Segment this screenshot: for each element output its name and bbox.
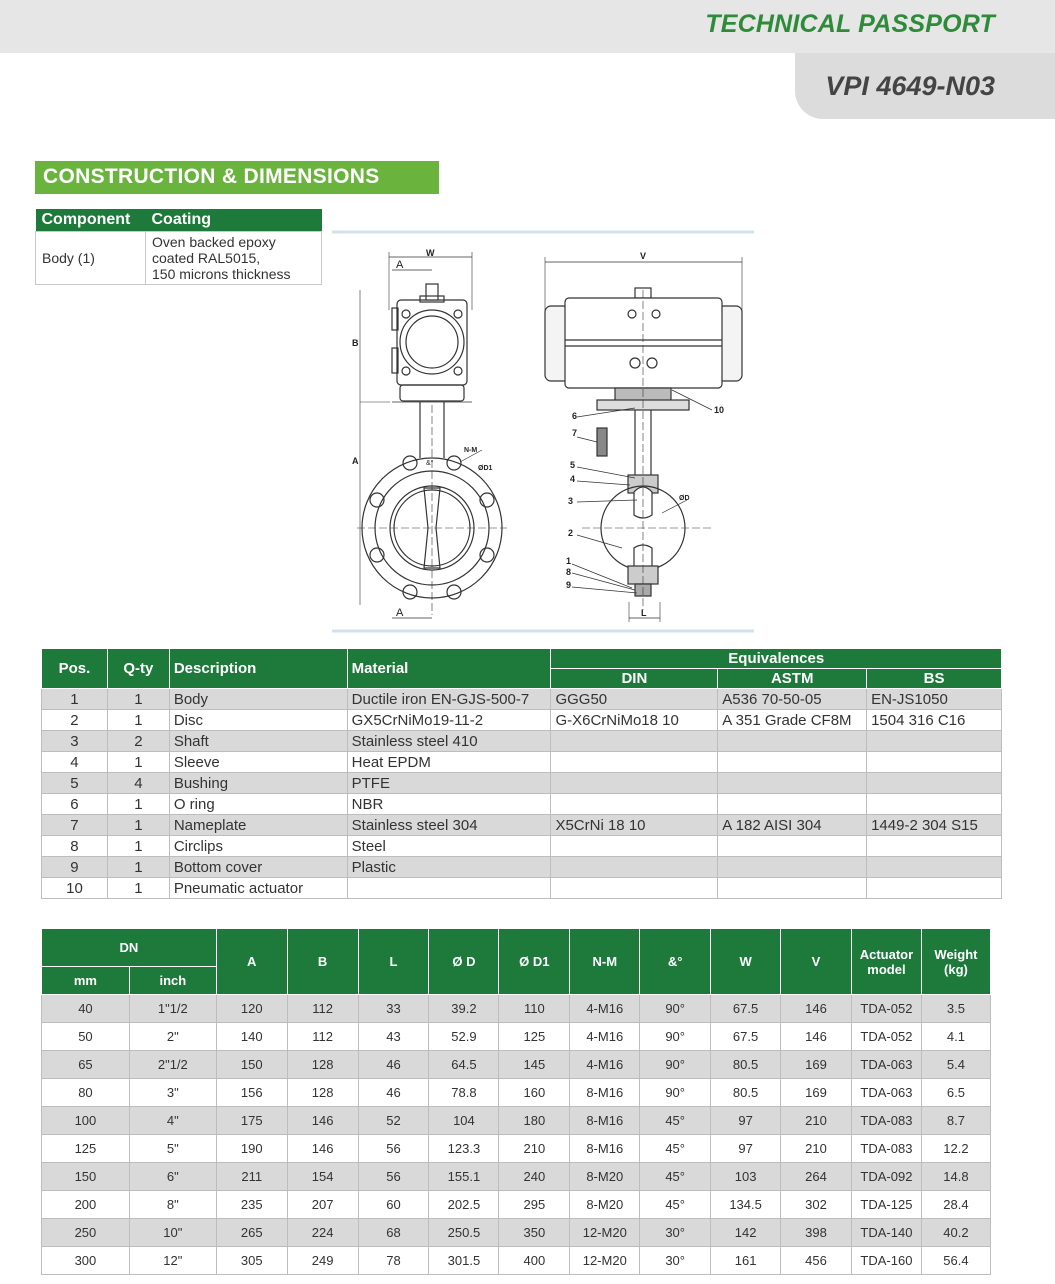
parts-header-din: DIN	[551, 669, 718, 689]
label-a-top: A	[396, 259, 404, 271]
dims-cell-mm: 125	[42, 1135, 130, 1163]
parts-cell-material: Stainless steel 304	[347, 815, 551, 836]
parts-row	[42, 857, 1002, 878]
parts-header-pos: Pos.	[42, 649, 108, 689]
label-a: A	[352, 456, 359, 466]
parts-cell-description: Bottom cover	[169, 857, 347, 878]
parts-cell-astm	[718, 857, 867, 878]
dims-cell-angle: 45°	[640, 1135, 711, 1163]
dims-cell-d1: 240	[499, 1163, 570, 1191]
dims-cell-nm: 4-M16	[570, 995, 640, 1023]
parts-cell-material: PTFE	[347, 773, 551, 794]
dims-cell-weight: 12.2	[921, 1135, 990, 1163]
dims-cell-d1: 145	[499, 1051, 570, 1079]
dims-cell-w: 67.5	[711, 995, 781, 1023]
dims-cell-weight: 6.5	[921, 1079, 990, 1107]
dims-header-nm: N-M	[570, 929, 640, 995]
parts-cell-din	[551, 878, 718, 899]
parts-cell-description: Disc	[169, 710, 347, 731]
parts-row	[42, 815, 1002, 836]
dims-cell-weight: 3.5	[921, 995, 990, 1023]
dims-cell-actuator: TDA-083	[851, 1107, 921, 1135]
dims-header-d: Ø D	[429, 929, 499, 995]
parts-cell-description: Bushing	[169, 773, 347, 794]
parts-cell-description: Body	[169, 689, 347, 710]
coating-component: Body (1)	[36, 232, 146, 285]
dims-cell-d1: 110	[499, 995, 570, 1023]
dims-cell-mm: 40	[42, 995, 130, 1023]
callout-2: 2	[568, 528, 574, 538]
header-bar	[0, 0, 1055, 53]
callout-1: 1	[566, 556, 572, 566]
parts-cell-qty: 1	[107, 710, 169, 731]
dims-cell-b: 224	[287, 1219, 358, 1247]
parts-cell-pos: 10	[42, 878, 108, 899]
parts-cell-din	[551, 773, 718, 794]
parts-cell-din	[551, 836, 718, 857]
parts-cell-din	[551, 857, 718, 878]
dims-cell-d1: 180	[499, 1107, 570, 1135]
callout-4: 4	[570, 474, 576, 484]
dims-cell-actuator: TDA-092	[851, 1163, 921, 1191]
dims-cell-nm: 8-M16	[570, 1135, 640, 1163]
dims-cell-b: 146	[287, 1107, 358, 1135]
dims-cell-inch: 2"1/2	[129, 1051, 216, 1079]
dims-header-l: L	[358, 929, 429, 995]
dims-cell-b: 128	[287, 1079, 358, 1107]
parts-cell-astm	[718, 794, 867, 815]
dims-cell-l: 68	[358, 1219, 429, 1247]
parts-cell-qty: 1	[107, 689, 169, 710]
parts-cell-astm	[718, 773, 867, 794]
dims-cell-l: 52	[358, 1107, 429, 1135]
dims-row	[42, 1219, 991, 1247]
dims-cell-angle: 30°	[640, 1247, 711, 1275]
dims-cell-w: 97	[711, 1135, 781, 1163]
dims-cell-nm: 4-M16	[570, 1051, 640, 1079]
coating-header-component: Component	[36, 209, 146, 232]
parts-cell-material: Steel	[347, 836, 551, 857]
dims-cell-mm: 80	[42, 1079, 130, 1107]
parts-table	[41, 648, 1002, 899]
dims-cell-b: 207	[287, 1191, 358, 1219]
parts-cell-astm: A 182 AISI 304	[718, 815, 867, 836]
dims-cell-weight: 14.8	[921, 1163, 990, 1191]
parts-header-equivalences: Equivalences	[551, 649, 1002, 669]
parts-header-description: Description	[169, 649, 347, 689]
label-v: V	[640, 251, 647, 261]
dims-header-a: A	[216, 929, 287, 995]
label-d: ØD	[679, 495, 690, 502]
parts-cell-bs	[867, 794, 1002, 815]
dims-cell-d: 78.8	[429, 1079, 499, 1107]
dims-header-v: V	[781, 929, 852, 995]
dims-cell-w: 142	[711, 1219, 781, 1247]
dims-cell-weight: 28.4	[921, 1191, 990, 1219]
dims-cell-v: 146	[781, 1023, 852, 1051]
dims-cell-nm: 12-M20	[570, 1219, 640, 1247]
parts-row	[42, 710, 1002, 731]
dims-cell-mm: 100	[42, 1107, 130, 1135]
parts-cell-description: O ring	[169, 794, 347, 815]
dims-cell-actuator: TDA-160	[851, 1247, 921, 1275]
callout-5: 5	[570, 460, 576, 470]
dims-cell-w: 103	[711, 1163, 781, 1191]
dims-cell-inch: 6"	[129, 1163, 216, 1191]
dims-cell-weight: 40.2	[921, 1219, 990, 1247]
dims-cell-v: 169	[781, 1079, 852, 1107]
front-view	[357, 252, 507, 618]
dims-cell-w: 161	[711, 1247, 781, 1275]
callout-9: 9	[566, 580, 572, 590]
coating-row	[36, 232, 322, 285]
parts-cell-bs	[867, 773, 1002, 794]
dims-cell-w: 134.5	[711, 1191, 781, 1219]
dims-header-inch: inch	[129, 967, 216, 995]
parts-cell-din	[551, 731, 718, 752]
dims-cell-v: 398	[781, 1219, 852, 1247]
dims-cell-d: 123.3	[429, 1135, 499, 1163]
dims-cell-d1: 210	[499, 1135, 570, 1163]
parts-cell-pos: 7	[42, 815, 108, 836]
dims-cell-d: 202.5	[429, 1191, 499, 1219]
dims-cell-w: 80.5	[711, 1079, 781, 1107]
parts-cell-pos: 2	[42, 710, 108, 731]
section-title: CONSTRUCTION & DIMENSIONS	[35, 161, 439, 194]
dims-cell-l: 56	[358, 1135, 429, 1163]
parts-cell-bs: EN-JS1050	[867, 689, 1002, 710]
dims-row	[42, 1051, 991, 1079]
dims-cell-weight: 8.7	[921, 1107, 990, 1135]
dims-cell-b: 146	[287, 1135, 358, 1163]
dims-cell-d: 301.5	[429, 1247, 499, 1275]
parts-cell-astm: A 351 Grade CF8M	[718, 710, 867, 731]
dims-cell-mm: 50	[42, 1023, 130, 1051]
parts-cell-bs	[867, 836, 1002, 857]
dims-cell-angle: 90°	[640, 1051, 711, 1079]
label-nm: N-M	[464, 447, 478, 454]
parts-cell-astm	[718, 752, 867, 773]
dims-cell-d1: 350	[499, 1219, 570, 1247]
parts-cell-qty: 1	[107, 794, 169, 815]
dimensions-table	[41, 928, 991, 1275]
dims-cell-d1: 400	[499, 1247, 570, 1275]
dims-cell-mm: 150	[42, 1163, 130, 1191]
parts-cell-qty: 1	[107, 815, 169, 836]
dims-cell-weight: 4.1	[921, 1023, 990, 1051]
label-angle: &°	[426, 460, 434, 467]
parts-cell-qty: 1	[107, 752, 169, 773]
parts-cell-material	[347, 878, 551, 899]
parts-cell-pos: 3	[42, 731, 108, 752]
dims-cell-nm: 8-M20	[570, 1163, 640, 1191]
callout-10: 10	[714, 405, 725, 415]
parts-cell-pos: 8	[42, 836, 108, 857]
parts-cell-material: Stainless steel 410	[347, 731, 551, 752]
dims-cell-mm: 250	[42, 1219, 130, 1247]
side-view	[545, 257, 742, 622]
dims-row	[42, 1247, 991, 1275]
dims-cell-v: 146	[781, 995, 852, 1023]
dims-cell-b: 128	[287, 1051, 358, 1079]
parts-cell-din	[551, 752, 718, 773]
dims-cell-nm: 8-M20	[570, 1191, 640, 1219]
dims-cell-a: 265	[216, 1219, 287, 1247]
doc-code-tab	[795, 53, 1055, 119]
dims-cell-mm: 300	[42, 1247, 130, 1275]
parts-cell-astm	[718, 836, 867, 857]
doc-code: VPI 4649-N03	[825, 71, 995, 101]
parts-cell-bs: 1449-2 304 S15	[867, 815, 1002, 836]
coating-value	[146, 232, 322, 285]
dims-cell-b: 154	[287, 1163, 358, 1191]
dims-cell-d: 64.5	[429, 1051, 499, 1079]
parts-cell-bs	[867, 878, 1002, 899]
parts-cell-astm: A536 70-50-05	[718, 689, 867, 710]
dims-header-d1: Ø D1	[499, 929, 570, 995]
dims-header-b: B	[287, 929, 358, 995]
parts-cell-description: Circlips	[169, 836, 347, 857]
dims-cell-v: 210	[781, 1107, 852, 1135]
dims-header-dn: DN	[42, 929, 217, 967]
dims-cell-a: 190	[216, 1135, 287, 1163]
coating-line: coated RAL5015,	[152, 250, 261, 266]
parts-cell-pos: 5	[42, 773, 108, 794]
parts-cell-bs	[867, 857, 1002, 878]
dims-cell-l: 43	[358, 1023, 429, 1051]
dims-cell-inch: 4"	[129, 1107, 216, 1135]
dims-cell-v: 456	[781, 1247, 852, 1275]
parts-cell-pos: 1	[42, 689, 108, 710]
label-l: L	[641, 608, 647, 618]
dims-row	[42, 1079, 991, 1107]
dims-cell-d: 155.1	[429, 1163, 499, 1191]
dims-cell-l: 46	[358, 1051, 429, 1079]
parts-row	[42, 773, 1002, 794]
parts-row	[42, 836, 1002, 857]
dims-cell-a: 305	[216, 1247, 287, 1275]
dims-cell-inch: 5"	[129, 1135, 216, 1163]
parts-cell-material: Ductile iron EN-GJS-500-7	[347, 689, 551, 710]
parts-cell-material: Heat EPDM	[347, 752, 551, 773]
dims-cell-nm: 8-M16	[570, 1107, 640, 1135]
dims-cell-a: 120	[216, 995, 287, 1023]
dims-row	[42, 995, 991, 1023]
parts-cell-description: Shaft	[169, 731, 347, 752]
dims-cell-angle: 45°	[640, 1163, 711, 1191]
dims-cell-angle: 45°	[640, 1107, 711, 1135]
dims-cell-angle: 45°	[640, 1191, 711, 1219]
parts-header-astm: ASTM	[718, 669, 867, 689]
dims-header-actuator: Actuator model	[851, 929, 921, 995]
dims-cell-d1: 295	[499, 1191, 570, 1219]
parts-cell-bs	[867, 731, 1002, 752]
dims-cell-inch: 2"	[129, 1023, 216, 1051]
dims-cell-l: 46	[358, 1079, 429, 1107]
dims-cell-b: 112	[287, 995, 358, 1023]
dims-cell-d: 250.5	[429, 1219, 499, 1247]
dims-cell-a: 156	[216, 1079, 287, 1107]
dims-cell-actuator: TDA-125	[851, 1191, 921, 1219]
coating-header-coating: Coating	[146, 209, 322, 232]
coating-table	[35, 209, 322, 285]
label-w: W	[426, 248, 435, 258]
parts-cell-qty: 1	[107, 878, 169, 899]
parts-cell-pos: 6	[42, 794, 108, 815]
dims-cell-inch: 8"	[129, 1191, 216, 1219]
dims-cell-angle: 90°	[640, 995, 711, 1023]
dims-header-angle: &°	[640, 929, 711, 995]
parts-cell-description: Pneumatic actuator	[169, 878, 347, 899]
parts-header-bs: BS	[867, 669, 1002, 689]
coating-line: Oven backed epoxy	[152, 234, 276, 250]
callout-6: 6	[572, 411, 578, 421]
dims-cell-v: 210	[781, 1135, 852, 1163]
dims-cell-v: 264	[781, 1163, 852, 1191]
dims-cell-nm: 12-M20	[570, 1247, 640, 1275]
dims-cell-a: 211	[216, 1163, 287, 1191]
parts-cell-qty: 1	[107, 857, 169, 878]
dims-row	[42, 1135, 991, 1163]
parts-cell-din: GGG50	[551, 689, 718, 710]
dims-cell-a: 235	[216, 1191, 287, 1219]
callout-7: 7	[572, 428, 578, 438]
dims-cell-angle: 90°	[640, 1023, 711, 1051]
dims-cell-d1: 160	[499, 1079, 570, 1107]
parts-cell-pos: 4	[42, 752, 108, 773]
dims-cell-inch: 12"	[129, 1247, 216, 1275]
dims-cell-d: 39.2	[429, 995, 499, 1023]
parts-cell-astm	[718, 731, 867, 752]
label-d1: ØD1	[478, 465, 493, 472]
document-title: TECHNICAL PASSPORT	[705, 10, 995, 38]
dims-cell-w: 97	[711, 1107, 781, 1135]
parts-cell-description: Sleeve	[169, 752, 347, 773]
dims-cell-mm: 65	[42, 1051, 130, 1079]
dims-cell-actuator: TDA-052	[851, 995, 921, 1023]
dims-cell-actuator: TDA-063	[851, 1051, 921, 1079]
dims-cell-a: 150	[216, 1051, 287, 1079]
parts-cell-astm	[718, 878, 867, 899]
parts-cell-qty: 2	[107, 731, 169, 752]
parts-row	[42, 794, 1002, 815]
valve-drawing	[332, 230, 754, 634]
dims-cell-b: 112	[287, 1023, 358, 1051]
dims-cell-actuator: TDA-052	[851, 1023, 921, 1051]
dims-cell-mm: 200	[42, 1191, 130, 1219]
dims-cell-d: 104	[429, 1107, 499, 1135]
dims-cell-a: 140	[216, 1023, 287, 1051]
dims-cell-d: 52.9	[429, 1023, 499, 1051]
dims-cell-actuator: TDA-083	[851, 1135, 921, 1163]
dims-header-weight: Weight (kg)	[921, 929, 990, 995]
parts-header-qty: Q-ty	[107, 649, 169, 689]
dims-cell-l: 78	[358, 1247, 429, 1275]
dims-cell-w: 80.5	[711, 1051, 781, 1079]
parts-cell-material: GX5CrNiMo19-11-2	[347, 710, 551, 731]
dims-cell-d1: 125	[499, 1023, 570, 1051]
parts-header-material: Material	[347, 649, 551, 689]
dims-header-w: W	[711, 929, 781, 995]
callout-8: 8	[566, 567, 572, 577]
parts-cell-description: Nameplate	[169, 815, 347, 836]
dims-cell-l: 56	[358, 1163, 429, 1191]
dims-cell-b: 249	[287, 1247, 358, 1275]
dims-cell-angle: 90°	[640, 1079, 711, 1107]
dims-header-mm: mm	[42, 967, 130, 995]
parts-cell-material: NBR	[347, 794, 551, 815]
dims-cell-l: 60	[358, 1191, 429, 1219]
coating-line: 150 microns thickness	[152, 266, 291, 282]
dims-row	[42, 1163, 991, 1191]
label-b: B	[352, 338, 359, 348]
parts-row	[42, 731, 1002, 752]
callout-3: 3	[568, 496, 574, 506]
dims-cell-weight: 5.4	[921, 1051, 990, 1079]
label-a-bottom: A	[396, 607, 404, 619]
dims-row	[42, 1191, 991, 1219]
dims-cell-w: 67.5	[711, 1023, 781, 1051]
dims-cell-inch: 10"	[129, 1219, 216, 1247]
parts-cell-bs: 1504 316 C16	[867, 710, 1002, 731]
parts-cell-bs	[867, 752, 1002, 773]
dims-cell-l: 33	[358, 995, 429, 1023]
parts-cell-pos: 9	[42, 857, 108, 878]
parts-cell-material: Plastic	[347, 857, 551, 878]
dims-cell-inch: 1"1/2	[129, 995, 216, 1023]
dims-cell-weight: 56.4	[921, 1247, 990, 1275]
parts-row	[42, 878, 1002, 899]
parts-cell-din: G-X6CrNiMo18 10	[551, 710, 718, 731]
dims-cell-nm: 4-M16	[570, 1023, 640, 1051]
dims-cell-v: 302	[781, 1191, 852, 1219]
parts-cell-din	[551, 794, 718, 815]
parts-cell-qty: 4	[107, 773, 169, 794]
dims-cell-a: 175	[216, 1107, 287, 1135]
dims-cell-actuator: TDA-140	[851, 1219, 921, 1247]
dims-row	[42, 1023, 991, 1051]
parts-row	[42, 752, 1002, 773]
parts-row	[42, 689, 1002, 710]
parts-cell-din: X5CrNi 18 10	[551, 815, 718, 836]
dims-cell-angle: 30°	[640, 1219, 711, 1247]
dims-cell-nm: 8-M16	[570, 1079, 640, 1107]
dims-cell-inch: 3"	[129, 1079, 216, 1107]
dims-cell-v: 169	[781, 1051, 852, 1079]
dims-row	[42, 1107, 991, 1135]
parts-cell-qty: 1	[107, 836, 169, 857]
dims-cell-actuator: TDA-063	[851, 1079, 921, 1107]
